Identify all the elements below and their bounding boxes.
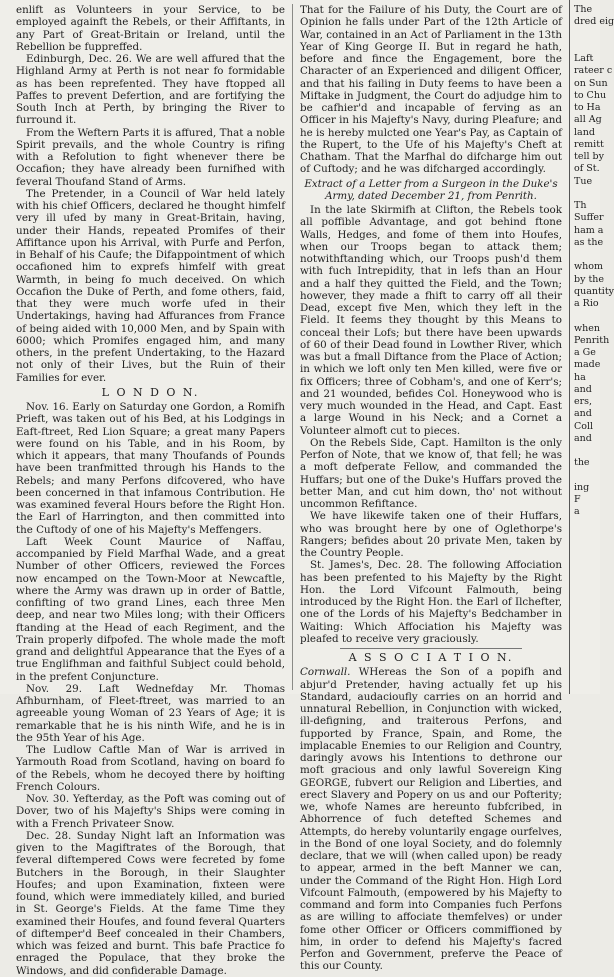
right-column-line: [574, 188, 600, 200]
paragraph: Laft Week Count Maurice of Naffau, accompanied by Field Marfhal Wade, and a great Number of other Officers, reviewed the Forces now encamped on the Town-Moor at Newcaftle, where the Army was drawn up in order of Battle, confifting of two grand Lines, each three Men deep, and near two Miles long; with their Officers ftanding at the Head of each Regiment, and the Train properly difpofed. The whole made the moft grand and delightful Appearance that the Eyes of a true Englifhman and faithful Subject could behold, in the prefent Conjuncture.: [16, 535, 285, 683]
right-column-line: of St.: [574, 163, 600, 175]
paragraph: On the Rebels Side, Capt. Hamilton is the only Perfon of Note, that we know of, that fell; he was a moft defperate Fellow, and commanded the Huffars; but one of the Duke's Huffars proved the better Man, and cut him down, tho' not without uncommon Refiftance.: [300, 436, 562, 510]
section-rule: [340, 648, 522, 649]
right-column-line: and: [574, 432, 592, 444]
paragraph: Edinburgh, Dec. 26. We are well affured that the Highland Army at Perth is not near fo formidable as has been reprefented. They have ftopped all Paffes to prevent Defertion, and are fortifying the South Inch at Perth, by bringing the River to furround it.: [16, 53, 285, 127]
column-divider: [569, 0, 570, 694]
right-column-line: [574, 41, 600, 53]
right-column-line: and: [574, 383, 592, 395]
paragraph: St. James's, Dec. 28. The following Affociation has been prefented to his Majefty by the Right Hon. the Lord Vifcount Falmouth, being introduced by the Right Hon. the Earl of Ilchefter, one of the Lords of his Majefty's Bedchamber in Waiting: Which Affociation his Majefty was pleafed to receive very graciously.: [300, 559, 562, 645]
right-column-line: whom: [574, 261, 603, 273]
right-column-line: Tue: [574, 175, 593, 187]
extract-heading: Extract of a Letter from a Surgeon in the Duke's Army, dated December 21, from Penrith.: [304, 177, 558, 202]
section-heading-london: L O N D O N.: [101, 385, 200, 399]
right-column-lines: [574, 4, 614, 519]
right-column-line: rateer c: [574, 65, 613, 77]
right-column-line: when: [574, 322, 600, 334]
right-column-line: the: [574, 457, 590, 469]
paragraph: The Pretender, in a Council of War held lately with his chief Officers, declared he thought himfelf very ill ufed by many in Great-Britain, having, under their Hands, repeated Promifes of their Affiftance upon his Arrival, with Purfe and Perfon, in Behalf of his Caufe; the Difappointment of which occafioned him to exprefs himfelf with great Warmth, in being fo much deceived. On which Occafion the Duke of Perth, and fome others, faid, that they were much worfe ufed in their Undertakings, having had Affurances from France of being aided with 10,000 Men, and by Spain with 6000; which Promifes engaged him, and many others, in the prefent Undertaking, to the Hazard not only of their Lives, but the Ruin of their Families for ever.: [16, 187, 285, 384]
paragraph: Dec. 28. Sunday Night laft an Information was given to the Magiftrates of the Borough, that feveral diftempered Cows were fecreted by fome Butchers in the Borough, in their Slaughter Houfes; and upon Examination, fixteen were found, which were immediately killed, and buried in St. George's Fields. At the fame Time they examined their Houfes, and found feveral Quarters of diftemper'd Beef concealed in their Chambers, which was feized and burnt. This bafe Practice fo enraged the Populace, that they broke the Windows, and did confiderable Damage.: [16, 829, 285, 977]
right-column-line: quantity: [574, 285, 614, 297]
right-column-line: made: [574, 359, 601, 371]
association-text: WHereas the Son of a popifh and abjur'd Pretender, having actually fet up his Standard, audacioufly carries on an horrid and unnatural Rebellion, in Conjunction with wicked, ill-defigning, and traiterous Perfons, and fupported by France, Spain, and Rome, the implacable Enemies to our Religion and Country, daringly avows his Intentions to dethrone our moft gracious and only lawful Sovereign King GEORGE, fubvert our Religion and Liberties, and erect Slavery and Popery on us and our Pofterity; we, whofe Names are hereunto fubfcribed, in Abhorrence of fuch detefted Schemes and Attempts, do hereby voluntarily engage ourfelves, in the Bond of one loyal Society, and do folemnly declare, that we will (when called upon) be ready to appear, armed in the beft Manner we can, under the Command of the Right Hon. High Lord Vifcount Falmouth, (empowered by his Majefty to command and form into Companies fuch Perfons as are willing to affociate themfelves) or under fome other Officer or Officers commiffioned by him, in order to defend his Majefty's facred Perfon and Government, preferve the Peace of this our County.: [300, 666, 562, 973]
right-column-line: F: [574, 494, 581, 505]
right-column-line: [574, 310, 600, 322]
right-column-line: Laft: [574, 53, 594, 64]
middle-column: [300, 4, 562, 973]
paragraph: The Ludlow Caftle Man of War is arrived in Yarmouth Road from Scotland, having on board fo of the Rebels, whom he decoyed there by hoifting French Colours.: [16, 744, 285, 793]
right-column-line: ham a: [574, 224, 604, 236]
right-column-line: a Rio: [574, 298, 599, 309]
right-column-line: and: [574, 408, 592, 420]
right-column-line: by the: [574, 273, 605, 285]
paragraph: [300, 666, 562, 972]
right-column-line: a Ge: [574, 347, 596, 358]
right-column-fragment: [574, 4, 614, 690]
right-column-line: on Sun: [574, 77, 608, 89]
paragraph: Nov. 29. Laft Wednefday Mr. Thomas Afhburnham, of Fleet-ftreet, was married to an agreeable young Woman of 23 Years of Age; it is remarkable that he is his ninth Wife, and he is in the 95th Year of his Age.: [16, 682, 285, 744]
right-column-line: as the: [574, 236, 604, 248]
right-column-line: Th: [574, 200, 587, 211]
column-divider: [292, 4, 293, 690]
paragraph: We have likewife taken one of their Huffars, who was brought here by one of Oglethorpe's Rangers; befides about 20 private Men, taken by the Country People.: [300, 510, 562, 559]
right-column-line: [574, 445, 600, 457]
right-column-line: [574, 29, 600, 41]
right-column-line: tell by: [574, 151, 604, 162]
section-heading-association: A S S O C I A T I O N.: [348, 651, 514, 664]
place-label: Cornwall.: [300, 666, 351, 679]
paragraph: In the late Skirmifh at Clifton, the Rebels took all poffible Advantage, and got behind ftone Walls, Hedges, and fome of them into Houfes, when our Troops began to attack them; notwithftanding which, our Troops push'd them with fuch Intrepidity, that in lefs than an Hour and a half they quitted the Field, and the Town; however, they made a fhift to carry off all their Dead, except five Men, which they left in the Field. It feems they thought by this Means to conceal their Lofs; but there have been upwards of 60 of their Dead found in Lowther River, which was but a fmall Diftance from the Place of Action; in which we loft only ten Men killed, were five or fix Officers; three of Cobham's, and one of Kerr's; and 21 wounded, befides Col. Honeywood who is very much wounded in the Head, and Capt. East a large Wound in his Neck; and a Cornet a Volunteer almoft cut to pieces.: [300, 204, 562, 437]
paragraph: enlift as Volunteers in your Service, to be employed againft the Rebels, or their Affiftants, in any Part of Great-Britain or Ireland, until the Rebellion be fuppreffed.: [16, 4, 285, 53]
paragraph: Nov. 16. Early on Saturday one Gordon, a Romifh Prieft, was taken out of his Bed, at his Lodgings in Eaft-ftreet, Red Lion Square; a great many Papers were found on his Table, and in his Room, by which it appears, that many Thoufands of Pounds have been tranfmitted through his Hands to the Rebels; and many Perfons difcovered, who have been concerned in that infamous Contribution. He was examined feveral Hours before the Right Hon. the Earl of Harrington, and then committed into the Cuftody of one of his Majefty's Meffengers.: [16, 401, 285, 536]
paragraph: That for the Failure of his Duty, the Court are of Opinion he falls under Part of the 12th Article of War, contained in an Act of Parliament in the 13th Year of King George II. But in regard he hath, before and fince the Engagement, bore the Character of an Experienced and diligent Officer, and that his failing in Duty feems to have been a Miftake in Judgment, the Court do adjudge him to be cafhier'd and incapable of ferving as an Officer in his Majefty's Navy, during Pleafure; and he is hereby mulcted one Year's Pay, as Captain of the Rupert, to the Ufe of his Majefty's Cheft at Chatham. That the Marfhal do difcharge him out of Cuftody; and he was difcharged accordingly.: [300, 4, 562, 176]
left-column: [16, 4, 285, 977]
right-column-line: to Chu: [574, 89, 607, 101]
right-column-line: remitt: [574, 138, 604, 150]
right-column-line: [574, 249, 600, 261]
paragraph: Nov. 30. Yefterday, as the Poft was coming out of Dover, two of his Majefty's Ships were coming in with a French Privateer Snow.: [16, 793, 285, 830]
right-column-line: Coll: [574, 420, 594, 432]
paragraph: From the Weftern Parts it is affured, That a noble Spirit prevails, and the whole Country is rifing with a Refolution to fight whenever there be Occafion; they have already been furnifhed with feveral Thoufand Stand of Arms.: [16, 126, 285, 188]
right-column-line: land: [574, 126, 595, 138]
right-column-line: to Ha: [574, 102, 601, 113]
right-column-line: ing: [574, 481, 590, 493]
right-column-line: [574, 470, 600, 482]
right-column-line: a: [574, 506, 580, 518]
right-column-line: The: [574, 4, 593, 15]
right-column-line: ha: [574, 371, 586, 383]
right-column-line: Suffer: [574, 212, 604, 224]
right-column-line: dred eig: [574, 16, 614, 28]
right-column-line: Penrith: [574, 334, 610, 346]
right-column-line: all Ag: [574, 114, 602, 126]
right-column-line: ers,: [574, 396, 593, 407]
